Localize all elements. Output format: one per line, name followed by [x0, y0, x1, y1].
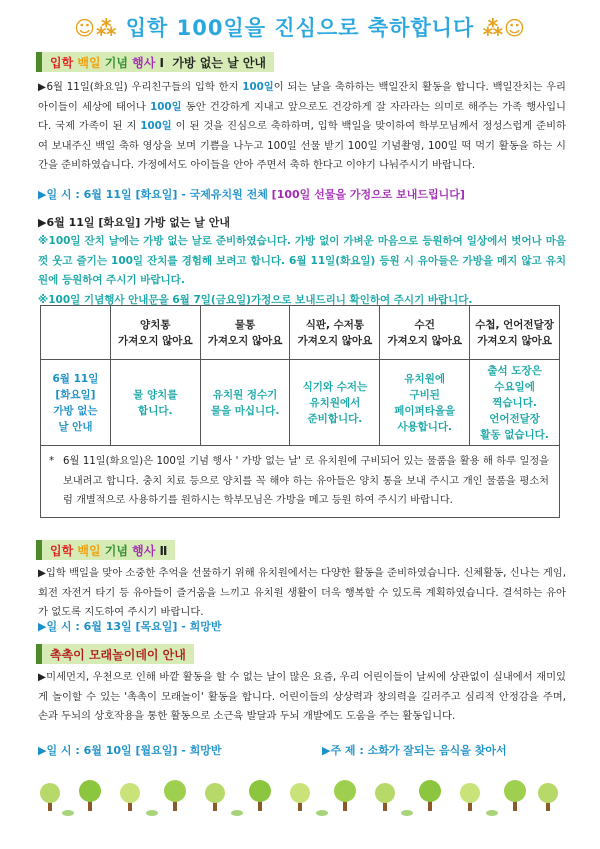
text-run: 동안 건강하게 지내고 앞으로도 건강하게 잘 자라라는 의미로 해주는 가족 행사입니다. 국제 가족이 된 지: [38, 100, 566, 133]
tree-icon: [419, 780, 441, 811]
bagless-info: [38, 232, 566, 310]
page-title: [0, 12, 600, 42]
tree-icon: [40, 783, 60, 811]
section3-theme: ▶주 제 : 소화가 잘되는 음식을 찾아서: [322, 744, 507, 757]
head-word-4: 행사: [132, 56, 156, 70]
table-note-row: [41, 446, 560, 518]
section2-title: [42, 540, 175, 560]
head-roman: Ⅱ: [159, 544, 168, 558]
bagless-subhead: ▶6월 11일 [화요일] 가방 없는 날 안내: [38, 216, 230, 229]
text-run: ▶6월 11일(화요일) 우리친구들의 입학 한지: [38, 81, 243, 93]
page-title-text: 입학 100일을 진심으로 축하합니다: [125, 16, 475, 40]
note-text: 6월 11일(화요일)은 100일 기념 행사 ' 가방 없는 날' 로 유치원에 구비되어 있는 물품을 활용 해 하루 일정을 보내려고 합니다. 충치 치료 등으로 양치를 꼭 해야 하는 유아들은 양치 통을 보내 주시고 개인 물품을 평소처럼 개별적으로 사용하기를 원하시는 학부모님은 가방을 메고 등원 하여 주시기 바랍니다.: [63, 456, 549, 507]
cell-text: 유치원에 구비된 페이퍼타올을 사용합니다.: [394, 372, 456, 433]
header-text: 수건 가져오지 않아요: [387, 318, 463, 347]
header-text: 수첩, 언어전달장 가져오지 않아요: [475, 318, 554, 347]
head-word-2: 백일: [77, 56, 101, 70]
section1-header: [36, 52, 274, 72]
head-word-3: 기념: [104, 544, 128, 558]
section3-header: [36, 644, 194, 664]
section1-title: [42, 52, 274, 72]
smile-deco-left: ☺⁂: [74, 16, 118, 40]
tree-border-decoration: [40, 777, 560, 825]
head-word-3: 기념: [104, 56, 128, 70]
head-word-4: 행사: [132, 544, 156, 558]
tree-icon: [79, 780, 101, 811]
head-subtitle: 가방 없는 날 안내: [172, 56, 267, 70]
head-word-1: 입학: [50, 544, 74, 558]
header-text: 양치통 가져오지 않아요: [117, 318, 193, 347]
tree-icon: [375, 783, 395, 811]
section3-when: ▶일 시 : 6월 10일 [월요일] - 희망반: [38, 744, 222, 757]
section1-paragraph: [38, 78, 566, 176]
cell-text: 6월 11일 [화요일] 가방 없는 날 안내: [52, 372, 99, 433]
tree-icon: [334, 780, 356, 811]
cell-text: 식기와 수저는 유치원에서 준비합니다.: [302, 380, 368, 425]
text-run: 이 되는 날을 축하하는 백일잔치 활동을 합니다. 백일잔치는 우리 아이들이 세상에 태어나: [38, 81, 566, 113]
cell-text: 유치원 정수기 물을 마십니다.: [210, 388, 280, 417]
section3-title: 촉촉이 모래놀이데이 안내: [42, 644, 194, 664]
grass-icon: [401, 810, 413, 816]
table-cell: [470, 360, 560, 446]
table-header-cell: [470, 306, 560, 360]
tree-icon: [460, 783, 480, 811]
tree-icon: [164, 780, 186, 811]
table-header-cell: [290, 306, 380, 360]
table-header-row: [41, 306, 560, 360]
section2-paragraph: ▶입학 백일을 맞아 소중한 추억을 선물하기 위해 유치원에서는 다양한 활동을 준비하였습니다. 신체활동, 신나는 게임, 회전 자전거 타기 등 유아들이 즐거움을 느끼고 유치원 생활이 더욱 행복할 수 있도록 계획하였습니다. 결석하는 유아가 없도록 지도하여 주시기 바랍니다.: [38, 567, 566, 619]
smile-deco-right: ⁂☺: [482, 16, 526, 40]
head-word-1: 입학: [50, 56, 74, 70]
highlight-100: 100일: [140, 120, 172, 133]
cell-text: 물 양치를 합니다.: [133, 388, 178, 417]
tree-icon: [538, 783, 558, 811]
table-header-cell: [380, 306, 470, 360]
highlight-100: 100일: [150, 100, 182, 113]
section2-when: ▶일 시 : 6월 13일 [목요일] - 희망반: [38, 620, 222, 633]
tree-icon: [249, 780, 271, 811]
grass-icon: [316, 810, 328, 816]
grass-icon: [231, 810, 243, 816]
tree-icon: [120, 783, 140, 811]
header-text: 물통 가져오지 않아요: [207, 318, 283, 347]
note-star: *: [49, 456, 55, 467]
table-note: [41, 446, 560, 518]
table-header-cell: [110, 306, 200, 360]
table-cell: [380, 360, 470, 446]
section3-paragraph: ▶미세먼지, 우천으로 인해 바깥 활동을 할 수 없는 날이 많은 요즘, 우리 어린이들이 날씨에 상관없이 실내에서 재미있게 놀이할 수 있는 '촉촉이 모래놀이' 활동을 합니다. 어린이들의 상상력과 창의력을 길러주고 심리적 안정감을 주며, 손과 두뇌의 상호작용을 통한 활동으로 소근육 발달과 두뇌 개발에도 도움을 주는 활동입니다.: [38, 671, 566, 723]
when-label: ▶일 시 : 6월 11일 [화요일] - 국제유치원 전체: [38, 188, 272, 201]
tree-icon: [504, 780, 526, 811]
highlight-100: 100일: [242, 81, 274, 93]
bagless-table: [40, 305, 560, 518]
grass-icon: [62, 810, 74, 816]
info-line-2: ※100일 기념행사 안내문을 6월 7일(금요일)가정으로 보내드리니 확인하여 주시기 바랍니다.: [38, 293, 473, 306]
info-line-1: ※100일 잔치 날에는 가방 없는 날로 준비하였습니다. 가방 없이 가벼운 마음으로 등원하여 일상에서 벗어나 마음껏 웃고 즐기는 100일 잔치를 경험해 보려고 합니다. 6월 11일(화요일) 등원 시 유아들은 가방을 메지 않고 유치원에 등원하여 주시기 바랍니다.: [38, 235, 566, 287]
grass-icon: [486, 810, 498, 816]
cell-text: 출석 도장은 수요일에 찍습니다. 언어전달장 활동 없습니다.: [480, 364, 549, 441]
table-cell: [41, 360, 111, 446]
section1-when: [38, 186, 465, 202]
table-cell: [290, 360, 380, 446]
table-header-cell: [200, 306, 290, 360]
when-note: [100일 선물을 가정으로 보내드립니다]: [271, 188, 465, 201]
table-cell: [110, 360, 200, 446]
grass-icon: [146, 810, 158, 816]
head-roman: Ⅰ: [159, 56, 164, 70]
head-word-2: 백일: [77, 544, 101, 558]
section2-header: [36, 540, 175, 560]
header-text: 식판, 수저통 가져오지 않아요: [297, 318, 373, 347]
table-row: [41, 360, 560, 446]
tree-icon: [205, 783, 225, 811]
text-run: 이 된 것을 진심으로 축하하며, 입학 백일을 맞이하여 학부모님께서 정성스럽게 준비하여 보내주신 백일 축하 영상을 보며 기쁨을 나누고 100일 선물 받기 100일 기념촬영, 100일 떡 먹기 활동을 하는 시간을 준비하였습니다. 가정에서도 아이들을 안아 주면서 축하 한다고 이야기 나눠주시기 바랍니다.: [38, 120, 566, 172]
table-header-cell: [41, 306, 111, 360]
tree-icon: [290, 783, 310, 811]
table-cell: [200, 360, 290, 446]
